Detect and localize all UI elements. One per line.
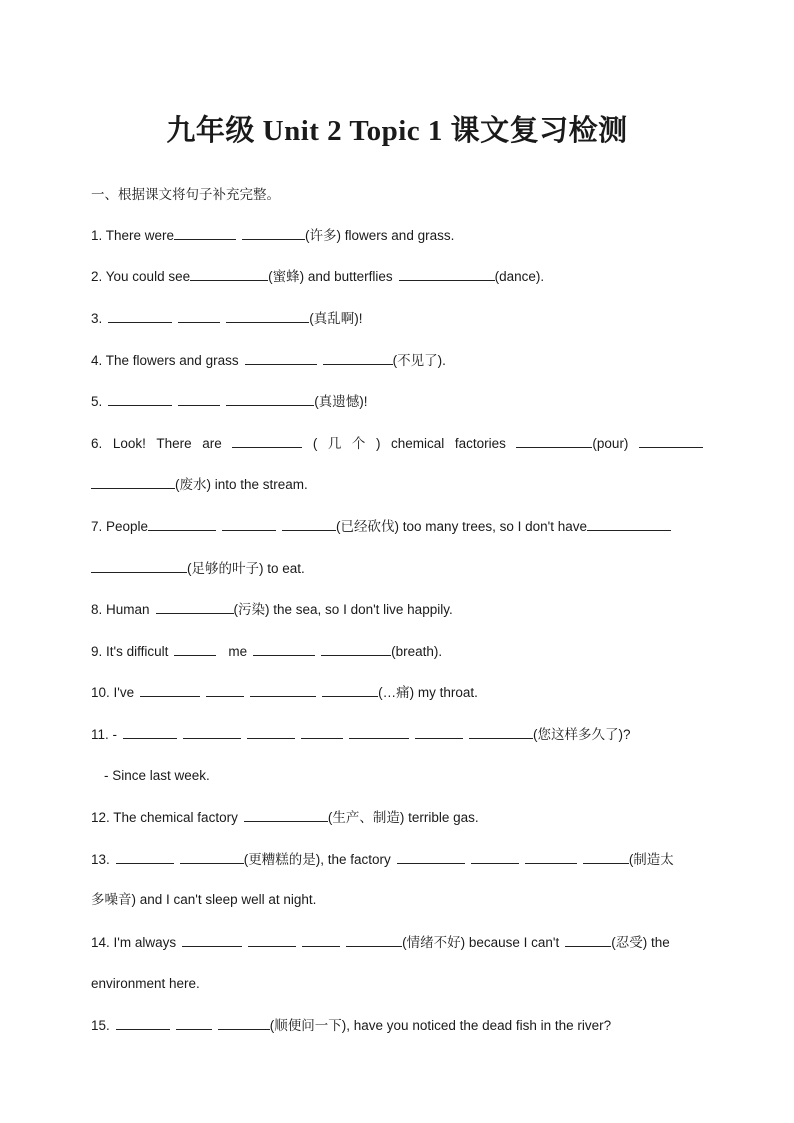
answer-blank[interactable] xyxy=(301,725,343,739)
answer-blank[interactable] xyxy=(116,1016,170,1030)
answer-blank[interactable] xyxy=(206,683,244,697)
question-5 xyxy=(91,392,703,411)
q13-text-d: 多噪音) and I can't sleep well at night. xyxy=(91,892,317,907)
answer-blank[interactable] xyxy=(415,725,463,739)
question-2 xyxy=(91,267,703,286)
answer-blank[interactable] xyxy=(178,392,220,406)
q6-word: factories xyxy=(454,436,506,451)
q10-text-a: 10. I've xyxy=(91,685,135,700)
q6-word: 个 xyxy=(351,436,366,451)
answer-blank[interactable] xyxy=(174,642,216,656)
q7-text-a: 7. People xyxy=(91,519,149,534)
answer-blank[interactable] xyxy=(282,517,336,531)
answer-blank[interactable] xyxy=(349,725,409,739)
answer-blank[interactable] xyxy=(248,933,296,947)
q6-word: 6. xyxy=(91,436,103,451)
q3-text-a: 3. xyxy=(91,311,103,326)
answer-blank[interactable] xyxy=(639,434,703,448)
q1-text-a: 1. There were xyxy=(91,228,175,243)
answer-blank[interactable] xyxy=(346,933,402,947)
q5-text-a: 5. xyxy=(91,394,103,409)
q13-text-c: (制造太 xyxy=(628,852,674,867)
question-6 xyxy=(91,434,703,453)
answer-blank[interactable] xyxy=(247,725,295,739)
question-12 xyxy=(91,808,703,827)
q7-text-c: (足够的叶子) to eat. xyxy=(187,561,305,576)
question-14-cont xyxy=(91,975,703,993)
q11-text-c: - Since last week. xyxy=(104,768,210,783)
question-8 xyxy=(91,600,703,619)
answer-blank[interactable] xyxy=(108,392,172,406)
answer-blank[interactable] xyxy=(226,309,309,323)
answer-blank[interactable] xyxy=(565,933,611,947)
q2-text-b: (蜜蜂) and butterflies xyxy=(268,269,393,284)
q11-text-b: (您这样多久了)? xyxy=(533,727,631,742)
answer-blank[interactable] xyxy=(148,517,216,531)
question-3 xyxy=(91,309,703,328)
answer-blank[interactable] xyxy=(222,517,276,531)
section-heading: 一、根据课文将句子补充完整。 xyxy=(91,187,280,202)
answer-blank[interactable] xyxy=(91,559,187,573)
q9-text-a: 9. It's difficult xyxy=(91,644,169,659)
answer-blank[interactable] xyxy=(156,600,234,614)
q6-word: Look! xyxy=(112,436,146,451)
q2-text-c: (dance). xyxy=(494,269,545,284)
q14-text-b: (情绪不好) because I can't xyxy=(402,935,560,950)
q15-text-a: 15. xyxy=(91,1018,110,1033)
answer-blank[interactable] xyxy=(174,226,236,240)
answer-blank[interactable] xyxy=(587,517,671,531)
question-13-cont xyxy=(91,891,703,909)
q15-text-b: (顺便问一下), have you noticed the dead fish in the river? xyxy=(269,1018,612,1033)
answer-blank[interactable] xyxy=(302,933,340,947)
page-title: 九年级 Unit 2 Topic 1 课文复习检测 xyxy=(166,115,628,147)
question-7 xyxy=(91,517,703,536)
question-14 xyxy=(91,933,703,952)
question-11 xyxy=(91,725,703,744)
q6-word: (pour) xyxy=(592,436,629,451)
question-9 xyxy=(91,642,703,661)
question-13 xyxy=(91,850,703,869)
q5-text-b: (真遗憾)! xyxy=(314,394,368,409)
q12-text-a: 12. The chemical factory xyxy=(91,810,238,825)
q9-text-b: me xyxy=(228,644,248,659)
answer-blank[interactable] xyxy=(244,808,328,822)
q6-word: chemical xyxy=(391,436,445,451)
answer-blank[interactable] xyxy=(226,392,314,406)
answer-blank[interactable] xyxy=(178,309,220,323)
q4-text-b: (不见了). xyxy=(392,353,446,368)
q6-text-b: (废水) into the stream. xyxy=(175,477,308,492)
answer-blank[interactable] xyxy=(253,642,315,656)
q8-text-a: 8. Human xyxy=(91,602,150,617)
answer-blank[interactable] xyxy=(218,1016,270,1030)
q2-text-a: 2. You could see xyxy=(91,269,191,284)
answer-blank[interactable] xyxy=(322,683,378,697)
answer-blank[interactable] xyxy=(183,725,241,739)
answer-blank[interactable] xyxy=(116,850,174,864)
q14-text-d: environment here. xyxy=(91,976,200,991)
q14-text-c: (忍受) the xyxy=(611,935,670,950)
answer-blank[interactable] xyxy=(250,683,316,697)
q6-word: 几 xyxy=(327,436,342,451)
question-6-cont xyxy=(91,475,703,494)
q12-text-b: (生产、制造) terrible gas. xyxy=(327,810,479,825)
answer-blank[interactable] xyxy=(176,1016,212,1030)
q13-text-a: 13. xyxy=(91,852,110,867)
answer-blank[interactable] xyxy=(469,725,533,739)
question-4 xyxy=(91,351,703,370)
q6-word: ) xyxy=(375,436,381,451)
answer-blank[interactable] xyxy=(140,683,200,697)
answer-blank[interactable] xyxy=(242,226,305,240)
answer-blank[interactable] xyxy=(397,850,465,864)
question-1 xyxy=(91,226,703,245)
question-11-reply xyxy=(104,767,716,785)
q8-text-b: (污染) the sea, so I don't live happily. xyxy=(233,602,453,617)
answer-blank[interactable] xyxy=(108,309,172,323)
answer-blank[interactable] xyxy=(583,850,629,864)
q6-word: ( xyxy=(312,436,318,451)
q9-text-c: (breath). xyxy=(391,644,443,659)
q13-text-b: (更糟糕的是), the factory xyxy=(243,852,391,867)
answer-blank[interactable] xyxy=(245,351,317,365)
q14-text-a: 14. I'm always xyxy=(91,935,177,950)
q4-text-a: 4. The flowers and grass xyxy=(91,353,239,368)
q6-word: are xyxy=(202,436,222,451)
answer-blank[interactable] xyxy=(180,850,244,864)
answer-blank[interactable] xyxy=(399,267,495,281)
question-10 xyxy=(91,683,703,702)
answer-blank[interactable] xyxy=(516,434,592,448)
q10-text-b: (…痛) my throat. xyxy=(378,685,478,700)
answer-blank[interactable] xyxy=(91,475,175,489)
answer-blank[interactable] xyxy=(471,850,519,864)
q6-word: There xyxy=(156,436,192,451)
answer-blank[interactable] xyxy=(182,933,242,947)
q1-text-b: (许多) flowers and grass. xyxy=(305,228,455,243)
answer-blank[interactable] xyxy=(190,267,268,281)
q11-text-a: 11. - xyxy=(91,727,118,742)
q7-text-b: (已经砍伐) too many trees, so I don't have xyxy=(336,519,587,534)
answer-blank[interactable] xyxy=(232,434,302,448)
question-7-cont xyxy=(91,559,703,578)
answer-blank[interactable] xyxy=(123,725,177,739)
answer-blank[interactable] xyxy=(321,642,391,656)
q3-text-b: (真乱啊)! xyxy=(309,311,363,326)
answer-blank[interactable] xyxy=(323,351,393,365)
question-15 xyxy=(91,1016,703,1035)
answer-blank[interactable] xyxy=(525,850,577,864)
